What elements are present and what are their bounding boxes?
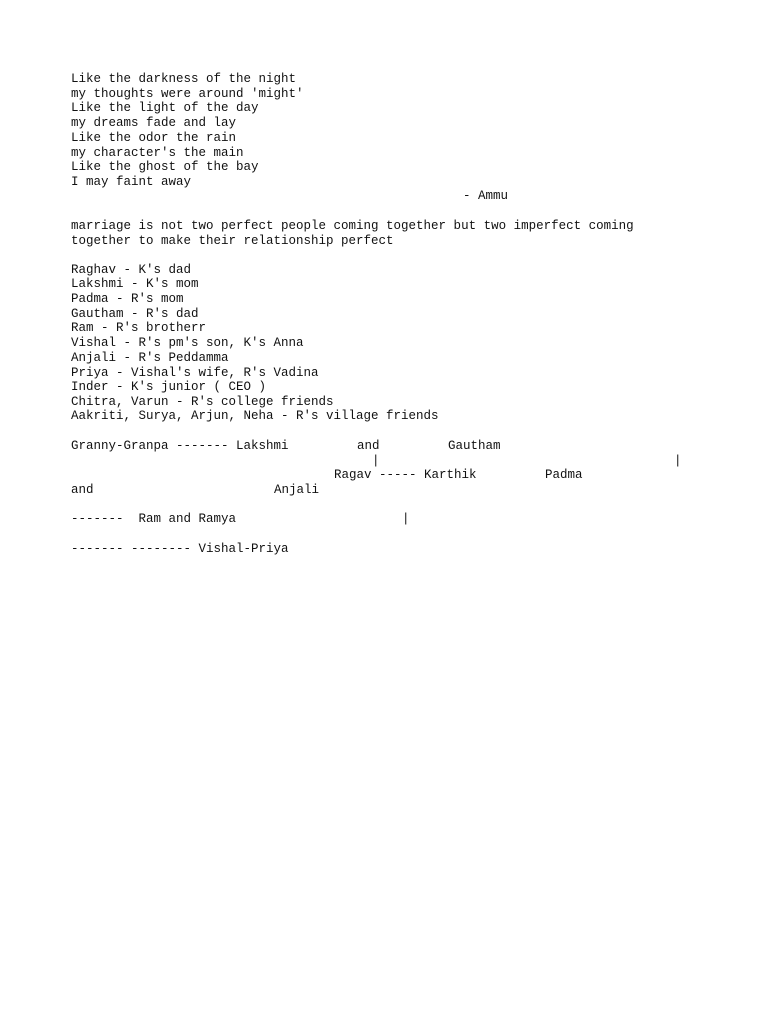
- character-entry: Aakriti, Surya, Arjun, Neha - R's village friends: [71, 409, 439, 423]
- poem-line: my thoughts were around 'might': [71, 87, 304, 101]
- family-tree-text: Padma: [545, 468, 583, 482]
- family-tree-text: and: [357, 439, 380, 453]
- character-entry: Lakshmi - K's mom: [71, 277, 199, 291]
- character-entry: Chitra, Varun - R's college friends: [71, 395, 334, 409]
- character-entry: Vishal - R's pm's son, K's Anna: [71, 336, 304, 350]
- family-tree-text: Anjali: [274, 483, 320, 497]
- poem-line: Like the darkness of the night: [71, 72, 297, 86]
- character-entry: Padma - R's mom: [71, 292, 184, 306]
- poem-line: Like the ghost of the bay: [71, 160, 259, 174]
- character-entry: Anjali - R's Peddamma: [71, 351, 229, 365]
- poem-signature: - Ammu: [463, 189, 509, 203]
- character-entry: Inder - K's junior ( CEO ): [71, 380, 267, 394]
- family-tree-connector: |: [674, 454, 682, 468]
- family-tree-text: Gautham: [448, 439, 501, 453]
- family-tree-text: ------- -------- Vishal-Priya: [71, 542, 289, 556]
- poem-line: my dreams fade and lay: [71, 116, 237, 130]
- family-tree-text: Ragav ----- Karthik: [334, 468, 477, 482]
- family-tree-connector: |: [372, 454, 380, 468]
- family-tree-text: Granny-Granpa ------- Lakshmi: [71, 439, 289, 453]
- quote-line: together to make their relationship perfect: [71, 234, 394, 248]
- character-entry: Raghav - K's dad: [71, 263, 192, 277]
- character-entry: Priya - Vishal's wife, R's Vadina: [71, 366, 319, 380]
- family-tree-text: ------- Ram and Ramya: [71, 512, 237, 526]
- poem-line: my character's the main: [71, 146, 244, 160]
- quote-line: marriage is not two perfect people coming together but two imperfect coming: [71, 219, 634, 233]
- family-tree-text: and: [71, 483, 94, 497]
- poem-line: I may faint away: [71, 175, 192, 189]
- poem-line: Like the light of the day: [71, 101, 259, 115]
- character-entry: Ram - R's brotherr: [71, 321, 207, 335]
- character-entry: Gautham - R's dad: [71, 307, 199, 321]
- family-tree-connector: |: [402, 512, 410, 526]
- poem-line: Like the odor the rain: [71, 131, 237, 145]
